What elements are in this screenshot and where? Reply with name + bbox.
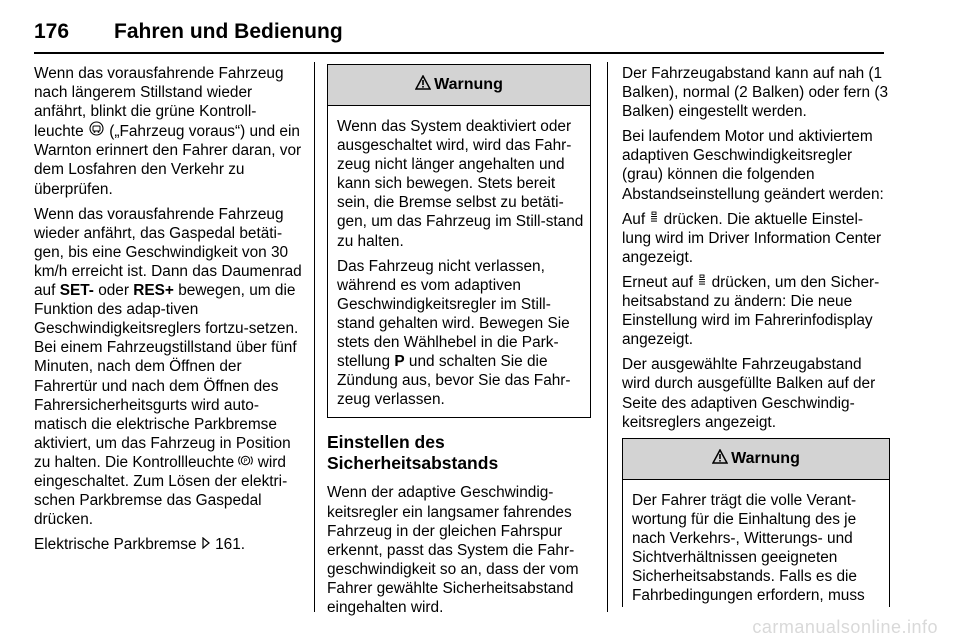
page-number: 176	[34, 20, 70, 43]
column-divider-1	[314, 62, 315, 612]
parking-brake-icon	[238, 453, 253, 472]
paragraph	[622, 210, 890, 267]
text: Wenn das vorausfahrende Fahrzeug nach längerem Stillstand wieder anfährt, blinkt die grüne Kontroll-leuchte	[34, 65, 284, 141]
warning-triangle-icon	[415, 75, 434, 95]
text: („Fahrzeug voraus“) und ein Warnton erinnert den Fahrer daran, vor dem Losfahren den Verkehr zu überprüfen.	[34, 123, 302, 198]
following-distance-icon	[649, 210, 659, 229]
text: oder	[98, 282, 129, 300]
paragraph	[34, 64, 302, 199]
paragraph: Bei laufendem Motor und aktiviertem adaptiven Geschwindigkeitsregler (grau) können die folgenden Abstandseinstellung geändert werden:	[622, 128, 884, 203]
text: und schalten Sie die Zündung aus, bevor Sie das Fahr-zeug verlassen.	[337, 353, 571, 409]
section-heading	[327, 432, 591, 474]
warning-header	[623, 439, 889, 480]
paragraph: Wenn das System deaktiviert oder ausgeschaltet wird, wird das Fahr-zeug nicht länger angehalten und kann sich bewegen. Stets bereit sein, die Bremse selbst zu betäti-gen, um das Fahrzeug im Still-stand zu halten.	[337, 118, 584, 250]
paragraph: Der ausgewählte Fahrzeugabstand wird durch ausgefüllte Balken auf der Seite des adaptiven Geschwindig-keitsreglers angezeigt.	[622, 356, 876, 431]
paragraph	[622, 273, 890, 349]
column-2	[327, 64, 591, 623]
arrow-reference-icon	[201, 535, 211, 554]
paragraph: Wenn der adaptive Geschwindig-keitsregler ein langsamer fahrendes Fahrzeug in der gleichen Fahrspur erkennt, passt das System die Fahr-geschwindigkeit so an, dass der vom Fahrer gewählte Sicherheitsabstand eingehalten wird.	[327, 484, 579, 616]
warning-box	[622, 438, 890, 607]
text: wird eingeschaltet. Zum Lösen der elektri-schen Parkbremse das Gaspedal drücken.	[34, 453, 288, 529]
cross-reference-text: Elektrische Parkbremse	[34, 536, 197, 554]
text: Das Fahrzeug nicht verlassen, während es vom adaptiven Geschwindigkeitsregler im Still-stand gehalten wird. Bewegen Sie stets den Wählhebel in die Park-stellung	[337, 257, 570, 371]
paragraph	[34, 535, 302, 554]
text: Wenn das vorausfahrende Fahrzeug wieder anfährt, das Gaspedal betäti-gen, bis eine Geschwindigkeit von 30 km/h erreicht ist. Dann das Daumenrad auf	[34, 205, 302, 300]
column-1	[34, 64, 302, 560]
paragraph: Der Fahrer trägt die volle Verant-wortung für die Einhaltung des je nach Verkehrs-, Witterungs- und Sichtverhältnissen geeigneten Sicherheitsabstands. Falls es die Fahrbedingungen erfordern, muss	[632, 491, 865, 605]
text: drücken, um den Sicher-heitsabstand zu ändern: Die neue Einstellung wird im Fahrerinfodisplay angezeigt.	[622, 273, 880, 349]
text: bewegen, um die Funktion des adap-tiven Geschwindigkeitsreglers fortzu-setzen. Bei einem Fahrzeugstillstand über fünf Minuten, nach dem Öffnen der Fahrertür und nach dem Öffnen des Fahrersicherheitsgurts wird auto-matisch die elektrische Parkbremse aktiviert, um das Fahrzeug in Position zu halten. Die Kontrollleuchte	[34, 282, 299, 471]
text: Auf	[622, 210, 646, 228]
heading-line: Einstellen des	[327, 432, 445, 453]
vehicle-ahead-icon	[88, 121, 105, 141]
park-position-label: P	[394, 353, 405, 371]
warning-header	[328, 65, 590, 106]
res-control-label: RES+	[133, 282, 174, 300]
text: drücken. Die aktuelle Einstel-lung wird im Driver Information Center angezeigt.	[622, 210, 882, 266]
heading-line: Sicherheitsabstands	[327, 453, 499, 474]
warning-triangle-icon	[712, 449, 731, 469]
set-control-label: SET-	[59, 282, 94, 300]
warning-body	[328, 106, 590, 417]
page-header	[34, 20, 343, 50]
paragraph	[34, 205, 302, 530]
paragraph	[337, 257, 584, 410]
svg-text:P: P	[244, 457, 248, 465]
warning-box	[327, 64, 591, 418]
column-3	[622, 64, 890, 607]
page-reference[interactable]: 161.	[215, 536, 246, 554]
warning-body	[623, 480, 889, 607]
header-rule	[34, 52, 884, 54]
paragraph: Der Fahrzeugabstand kann auf nah (1 Balken), normal (2 Balken) oder fern (3 Balken) eingestellt werden.	[622, 65, 889, 121]
following-distance-icon	[697, 273, 707, 292]
text: Erneut auf	[622, 273, 694, 291]
column-divider-2	[607, 62, 608, 612]
warning-title: Warnung	[731, 450, 800, 468]
warning-title: Warnung	[434, 76, 503, 94]
page-title: Fahren und Bedienung	[114, 20, 343, 43]
watermark: carmanualsonline.info	[752, 617, 938, 637]
